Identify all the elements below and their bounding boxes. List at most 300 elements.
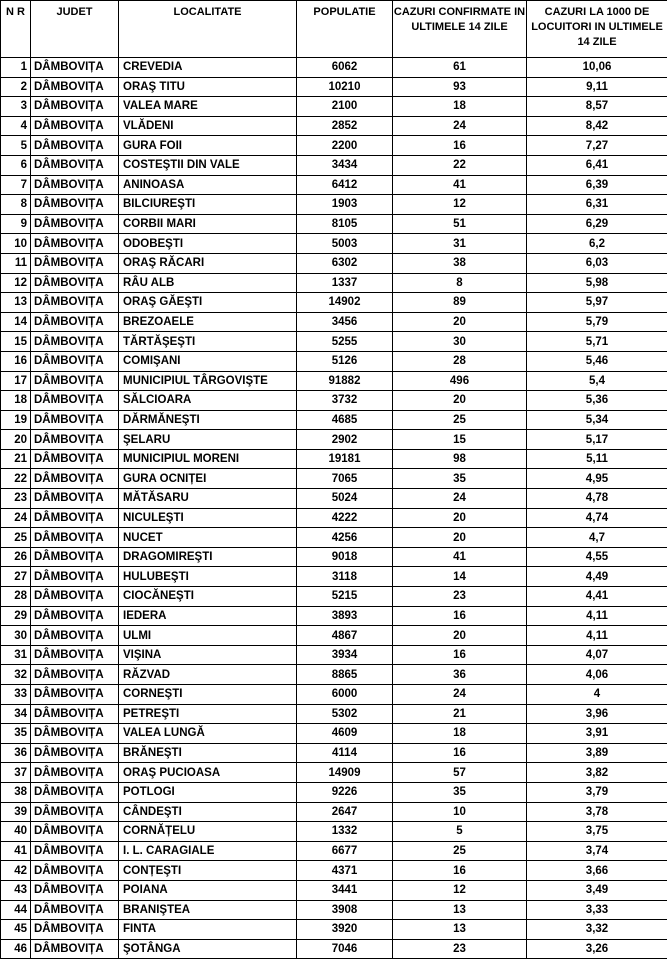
table-row — [1, 665, 667, 685]
cell-localitate: ŞELARU — [119, 430, 297, 450]
table-row — [1, 214, 667, 234]
cell-localitate: DĂRMĂNEŞTI — [119, 410, 297, 430]
cell-localitate: BILCIUREŞTI — [119, 195, 297, 215]
cell-cazuri: 31 — [393, 234, 527, 254]
cell-cazuri: 12 — [393, 195, 527, 215]
cell-rata: 3,66 — [527, 861, 667, 881]
table-row — [1, 841, 667, 861]
cell-populatie: 8105 — [297, 214, 393, 234]
cell-populatie: 5302 — [297, 704, 393, 724]
cell-populatie: 6302 — [297, 253, 393, 273]
cell-populatie: 2200 — [297, 136, 393, 156]
cell-nr: 8 — [1, 195, 31, 215]
cell-cazuri: 93 — [393, 77, 527, 97]
cell-localitate: ORAŞ GĂEŞTI — [119, 293, 297, 313]
cell-localitate: HULUBEŞTI — [119, 567, 297, 587]
cell-nr: 27 — [1, 567, 31, 587]
cell-localitate: GURA FOII — [119, 136, 297, 156]
cell-nr: 1 — [1, 58, 31, 78]
cell-localitate: VIŞINA — [119, 645, 297, 665]
cell-judet: DÂMBOVIȚA — [31, 312, 119, 332]
cell-judet: DÂMBOVIȚA — [31, 861, 119, 881]
cell-populatie: 7065 — [297, 469, 393, 489]
cell-localitate: BREZOAELE — [119, 312, 297, 332]
table-row — [1, 880, 667, 900]
cell-rata: 3,74 — [527, 841, 667, 861]
cell-cazuri: 35 — [393, 469, 527, 489]
cell-localitate: CREVEDIA — [119, 58, 297, 78]
cell-rata: 6,39 — [527, 175, 667, 195]
header-localitate: LOCALITATE — [119, 1, 297, 58]
cell-rata: 6,31 — [527, 195, 667, 215]
table-row — [1, 116, 667, 136]
cell-populatie: 3118 — [297, 567, 393, 587]
cell-cazuri: 18 — [393, 97, 527, 117]
cell-populatie: 4256 — [297, 528, 393, 548]
cell-localitate: RÂU ALB — [119, 273, 297, 293]
cell-cazuri: 16 — [393, 861, 527, 881]
cell-rata: 4,07 — [527, 645, 667, 665]
cell-cazuri: 18 — [393, 724, 527, 744]
cell-cazuri: 28 — [393, 351, 527, 371]
cell-cazuri: 98 — [393, 449, 527, 469]
cell-rata: 10,06 — [527, 58, 667, 78]
cell-judet: DÂMBOVIȚA — [31, 567, 119, 587]
cell-populatie: 4867 — [297, 626, 393, 646]
table-row — [1, 58, 667, 78]
table-row — [1, 763, 667, 783]
cell-localitate: CORNEŞTI — [119, 685, 297, 705]
cell-localitate: GURA OCNIȚEI — [119, 469, 297, 489]
cell-populatie: 4371 — [297, 861, 393, 881]
cell-cazuri: 10 — [393, 802, 527, 822]
cell-nr: 42 — [1, 861, 31, 881]
cell-rata: 8,57 — [527, 97, 667, 117]
cell-nr: 25 — [1, 528, 31, 548]
cell-nr: 39 — [1, 802, 31, 822]
table-row — [1, 234, 667, 254]
cell-populatie: 6677 — [297, 841, 393, 861]
cell-nr: 44 — [1, 900, 31, 920]
cell-cazuri: 16 — [393, 743, 527, 763]
cell-rata: 4,11 — [527, 606, 667, 626]
cell-localitate: COMIŞANI — [119, 351, 297, 371]
cell-nr: 28 — [1, 587, 31, 607]
cell-cazuri: 20 — [393, 528, 527, 548]
cell-judet: DÂMBOVIȚA — [31, 293, 119, 313]
cell-rata: 4,7 — [527, 528, 667, 548]
cell-populatie: 3456 — [297, 312, 393, 332]
cell-populatie: 2647 — [297, 802, 393, 822]
cell-populatie: 3441 — [297, 880, 393, 900]
cell-populatie: 14909 — [297, 763, 393, 783]
cell-localitate: NICULEŞTI — [119, 508, 297, 528]
cell-cazuri: 15 — [393, 430, 527, 450]
cell-judet: DÂMBOVIȚA — [31, 782, 119, 802]
cell-judet: DÂMBOVIȚA — [31, 116, 119, 136]
cell-cazuri: 25 — [393, 410, 527, 430]
cell-nr: 6 — [1, 155, 31, 175]
cell-cazuri: 16 — [393, 606, 527, 626]
header-nr: N R — [1, 1, 31, 58]
cell-cazuri: 12 — [393, 880, 527, 900]
cell-populatie: 3893 — [297, 606, 393, 626]
cell-judet: DÂMBOVIȚA — [31, 822, 119, 842]
cell-populatie: 19181 — [297, 449, 393, 469]
cell-populatie: 9226 — [297, 782, 393, 802]
cell-judet: DÂMBOVIȚA — [31, 195, 119, 215]
cell-rata: 3,79 — [527, 782, 667, 802]
cell-cazuri: 24 — [393, 116, 527, 136]
cell-localitate: IEDERA — [119, 606, 297, 626]
cell-judet: DÂMBOVIȚA — [31, 587, 119, 607]
cell-judet: DÂMBOVIȚA — [31, 724, 119, 744]
table-row — [1, 920, 667, 940]
cell-populatie: 3934 — [297, 645, 393, 665]
cell-rata: 4,49 — [527, 567, 667, 587]
cell-judet: DÂMBOVIȚA — [31, 391, 119, 411]
cell-populatie: 3908 — [297, 900, 393, 920]
table-row — [1, 508, 667, 528]
table-row — [1, 391, 667, 411]
cell-rata: 3,91 — [527, 724, 667, 744]
cell-rata: 3,33 — [527, 900, 667, 920]
cell-localitate: ORAŞ RĂCARI — [119, 253, 297, 273]
cell-cazuri: 16 — [393, 136, 527, 156]
table-row — [1, 155, 667, 175]
table-row — [1, 430, 667, 450]
cell-populatie: 4114 — [297, 743, 393, 763]
cell-populatie: 4222 — [297, 508, 393, 528]
cell-nr: 15 — [1, 332, 31, 352]
cell-judet: DÂMBOVIȚA — [31, 430, 119, 450]
cell-populatie: 2100 — [297, 97, 393, 117]
cell-localitate: PETREŞTI — [119, 704, 297, 724]
cell-nr: 3 — [1, 97, 31, 117]
cell-nr: 35 — [1, 724, 31, 744]
cell-localitate: ODOBEŞTI — [119, 234, 297, 254]
cell-cazuri: 23 — [393, 587, 527, 607]
cell-nr: 19 — [1, 410, 31, 430]
cell-judet: DÂMBOVIȚA — [31, 449, 119, 469]
cell-judet: DÂMBOVIȚA — [31, 606, 119, 626]
cell-rata: 6,2 — [527, 234, 667, 254]
cell-populatie: 5024 — [297, 489, 393, 509]
table-row — [1, 606, 667, 626]
cell-localitate: VLĂDENI — [119, 116, 297, 136]
cell-localitate: ULMI — [119, 626, 297, 646]
cell-judet: DÂMBOVIȚA — [31, 802, 119, 822]
header-populatie: POPULATIE — [297, 1, 393, 58]
table-row — [1, 645, 667, 665]
cell-localitate: CONȚEŞTI — [119, 861, 297, 881]
cell-nr: 38 — [1, 782, 31, 802]
cell-cazuri: 13 — [393, 900, 527, 920]
cell-judet: DÂMBOVIȚA — [31, 528, 119, 548]
cell-rata: 4,74 — [527, 508, 667, 528]
cell-populatie: 91882 — [297, 371, 393, 391]
cell-cazuri: 30 — [393, 332, 527, 352]
cell-cazuri: 89 — [393, 293, 527, 313]
cell-nr: 5 — [1, 136, 31, 156]
cell-nr: 24 — [1, 508, 31, 528]
cell-localitate: RĂZVAD — [119, 665, 297, 685]
cell-cazuri: 23 — [393, 939, 527, 959]
cell-nr: 34 — [1, 704, 31, 724]
cell-judet: DÂMBOVIȚA — [31, 920, 119, 940]
cell-nr: 33 — [1, 685, 31, 705]
cell-populatie: 1337 — [297, 273, 393, 293]
cell-cazuri: 20 — [393, 391, 527, 411]
cell-populatie: 6000 — [297, 685, 393, 705]
cell-cazuri: 21 — [393, 704, 527, 724]
cell-localitate: FINTA — [119, 920, 297, 940]
cell-localitate: COSTEŞTII DIN VALE — [119, 155, 297, 175]
cell-cazuri: 24 — [393, 685, 527, 705]
cell-rata: 5,11 — [527, 449, 667, 469]
cell-nr: 9 — [1, 214, 31, 234]
cell-cazuri: 57 — [393, 763, 527, 783]
cell-cazuri: 24 — [393, 489, 527, 509]
cell-judet: DÂMBOVIȚA — [31, 410, 119, 430]
cell-judet: DÂMBOVIȚA — [31, 175, 119, 195]
cell-rata: 6,03 — [527, 253, 667, 273]
cell-rata: 3,32 — [527, 920, 667, 940]
cell-judet: DÂMBOVIȚA — [31, 273, 119, 293]
cell-nr: 32 — [1, 665, 31, 685]
cell-nr: 30 — [1, 626, 31, 646]
table-row — [1, 528, 667, 548]
cell-judet: DÂMBOVIȚA — [31, 136, 119, 156]
cell-nr: 21 — [1, 449, 31, 469]
cell-judet: DÂMBOVIȚA — [31, 626, 119, 646]
cell-populatie: 1903 — [297, 195, 393, 215]
cell-localitate: CÂNDEŞTI — [119, 802, 297, 822]
header-rata: CAZURI LA 1000 DE LOCUITORI IN ULTIMELE 14 ZILE — [527, 1, 667, 58]
table-row — [1, 626, 667, 646]
cell-rata: 6,41 — [527, 155, 667, 175]
table-row — [1, 547, 667, 567]
cell-populatie: 6412 — [297, 175, 393, 195]
cell-judet: DÂMBOVIȚA — [31, 685, 119, 705]
cell-rata: 4,41 — [527, 587, 667, 607]
cell-localitate: MUNICIPIUL MORENI — [119, 449, 297, 469]
cell-localitate: ORAŞ PUCIOASA — [119, 763, 297, 783]
cell-rata: 4,95 — [527, 469, 667, 489]
cell-cazuri: 38 — [393, 253, 527, 273]
cell-judet: DÂMBOVIȚA — [31, 58, 119, 78]
table-row — [1, 567, 667, 587]
cell-judet: DÂMBOVIȚA — [31, 155, 119, 175]
cell-populatie: 8865 — [297, 665, 393, 685]
cell-populatie: 2902 — [297, 430, 393, 450]
table-row — [1, 410, 667, 430]
cell-cazuri: 20 — [393, 626, 527, 646]
table-row — [1, 97, 667, 117]
table-row — [1, 587, 667, 607]
cell-localitate: SĂLCIOARA — [119, 391, 297, 411]
cell-judet: DÂMBOVIȚA — [31, 77, 119, 97]
cell-judet: DÂMBOVIȚA — [31, 704, 119, 724]
cell-populatie: 10210 — [297, 77, 393, 97]
cell-nr: 20 — [1, 430, 31, 450]
cell-nr: 26 — [1, 547, 31, 567]
cell-rata: 3,78 — [527, 802, 667, 822]
table-row — [1, 802, 667, 822]
cell-nr: 16 — [1, 351, 31, 371]
cell-populatie: 9018 — [297, 547, 393, 567]
cell-rata: 3,75 — [527, 822, 667, 842]
cell-localitate: BRANIŞTEA — [119, 900, 297, 920]
cell-rata: 3,49 — [527, 880, 667, 900]
cell-rata: 5,79 — [527, 312, 667, 332]
cell-rata: 5,4 — [527, 371, 667, 391]
cell-rata: 3,96 — [527, 704, 667, 724]
cell-nr: 11 — [1, 253, 31, 273]
cell-nr: 22 — [1, 469, 31, 489]
cell-judet: DÂMBOVIȚA — [31, 547, 119, 567]
cell-cazuri: 8 — [393, 273, 527, 293]
cell-nr: 7 — [1, 175, 31, 195]
cell-populatie: 6062 — [297, 58, 393, 78]
cell-nr: 17 — [1, 371, 31, 391]
cell-localitate: TĂRTĂŞEŞTI — [119, 332, 297, 352]
cell-nr: 13 — [1, 293, 31, 313]
table-row — [1, 293, 667, 313]
cell-nr: 4 — [1, 116, 31, 136]
cell-rata: 5,34 — [527, 410, 667, 430]
cell-cazuri: 25 — [393, 841, 527, 861]
table-row — [1, 939, 667, 959]
cell-rata: 9,11 — [527, 77, 667, 97]
table-row — [1, 77, 667, 97]
table-row — [1, 253, 667, 273]
cell-judet: DÂMBOVIȚA — [31, 508, 119, 528]
cell-populatie: 7046 — [297, 939, 393, 959]
cell-rata: 4,78 — [527, 489, 667, 509]
cell-populatie: 3434 — [297, 155, 393, 175]
table-row — [1, 724, 667, 744]
cell-judet: DÂMBOVIȚA — [31, 665, 119, 685]
header-judet: JUDET — [31, 1, 119, 58]
cell-rata: 5,17 — [527, 430, 667, 450]
cell-judet: DÂMBOVIȚA — [31, 214, 119, 234]
table-row — [1, 273, 667, 293]
cell-judet: DÂMBOVIȚA — [31, 234, 119, 254]
cell-judet: DÂMBOVIȚA — [31, 97, 119, 117]
cell-rata: 4 — [527, 685, 667, 705]
cell-populatie: 4685 — [297, 410, 393, 430]
cell-localitate: ANINOASA — [119, 175, 297, 195]
cell-localitate: MĂTĂSARU — [119, 489, 297, 509]
cell-localitate: NUCET — [119, 528, 297, 548]
cell-rata: 4,06 — [527, 665, 667, 685]
cell-nr: 36 — [1, 743, 31, 763]
table-row — [1, 782, 667, 802]
cell-populatie: 4609 — [297, 724, 393, 744]
cell-populatie: 3920 — [297, 920, 393, 940]
cell-cazuri: 13 — [393, 920, 527, 940]
cell-nr: 10 — [1, 234, 31, 254]
cell-judet: DÂMBOVIȚA — [31, 743, 119, 763]
cell-populatie: 5215 — [297, 587, 393, 607]
cell-cazuri: 5 — [393, 822, 527, 842]
cell-localitate: CORNĂȚELU — [119, 822, 297, 842]
cell-rata: 5,97 — [527, 293, 667, 313]
table-row — [1, 469, 667, 489]
cell-rata: 7,27 — [527, 136, 667, 156]
cell-cazuri: 16 — [393, 645, 527, 665]
cell-localitate: ORAŞ TITU — [119, 77, 297, 97]
cell-populatie: 5255 — [297, 332, 393, 352]
cell-nr: 40 — [1, 822, 31, 842]
cell-cazuri: 22 — [393, 155, 527, 175]
cell-judet: DÂMBOVIȚA — [31, 900, 119, 920]
cell-nr: 41 — [1, 841, 31, 861]
cell-cazuri: 20 — [393, 312, 527, 332]
cell-localitate: MUNICIPIUL TÂRGOVIŞTE — [119, 371, 297, 391]
table-row — [1, 449, 667, 469]
cell-nr: 37 — [1, 763, 31, 783]
cell-populatie: 2852 — [297, 116, 393, 136]
table-row — [1, 489, 667, 509]
table-row — [1, 195, 667, 215]
cell-judet: DÂMBOVIȚA — [31, 469, 119, 489]
cell-cazuri: 14 — [393, 567, 527, 587]
cell-localitate: DRAGOMIREŞTI — [119, 547, 297, 567]
header-cazuri: CAZURI CONFIRMATE IN ULTIMELE 14 ZILE — [393, 1, 527, 58]
cell-nr: 23 — [1, 489, 31, 509]
cell-localitate: CORBII MARI — [119, 214, 297, 234]
cell-rata: 4,11 — [527, 626, 667, 646]
table-row — [1, 332, 667, 352]
cell-nr: 12 — [1, 273, 31, 293]
table-row — [1, 136, 667, 156]
cell-judet: DÂMBOVIȚA — [31, 351, 119, 371]
cell-populatie: 14902 — [297, 293, 393, 313]
cell-rata: 4,55 — [527, 547, 667, 567]
cell-rata: 5,71 — [527, 332, 667, 352]
cell-nr: 43 — [1, 880, 31, 900]
cell-rata: 6,29 — [527, 214, 667, 234]
cell-rata: 5,98 — [527, 273, 667, 293]
cell-judet: DÂMBOVIȚA — [31, 489, 119, 509]
cell-rata: 8,42 — [527, 116, 667, 136]
cell-cazuri: 36 — [393, 665, 527, 685]
cell-cazuri: 35 — [393, 782, 527, 802]
cell-cazuri: 496 — [393, 371, 527, 391]
table-row — [1, 312, 667, 332]
table-row — [1, 743, 667, 763]
cell-rata: 5,46 — [527, 351, 667, 371]
cell-cazuri: 41 — [393, 547, 527, 567]
table-row — [1, 351, 667, 371]
cell-rata: 3,82 — [527, 763, 667, 783]
cell-judet: DÂMBOVIȚA — [31, 939, 119, 959]
header-row — [1, 1, 667, 58]
cell-populatie: 5003 — [297, 234, 393, 254]
cell-judet: DÂMBOVIȚA — [31, 880, 119, 900]
cell-localitate: I. L. CARAGIALE — [119, 841, 297, 861]
cell-cazuri: 41 — [393, 175, 527, 195]
cell-nr: 18 — [1, 391, 31, 411]
cell-localitate: ŞOTÂNGA — [119, 939, 297, 959]
cell-rata: 5,36 — [527, 391, 667, 411]
table-row — [1, 704, 667, 724]
table-row — [1, 822, 667, 842]
cell-nr: 46 — [1, 939, 31, 959]
cell-judet: DÂMBOVIȚA — [31, 332, 119, 352]
